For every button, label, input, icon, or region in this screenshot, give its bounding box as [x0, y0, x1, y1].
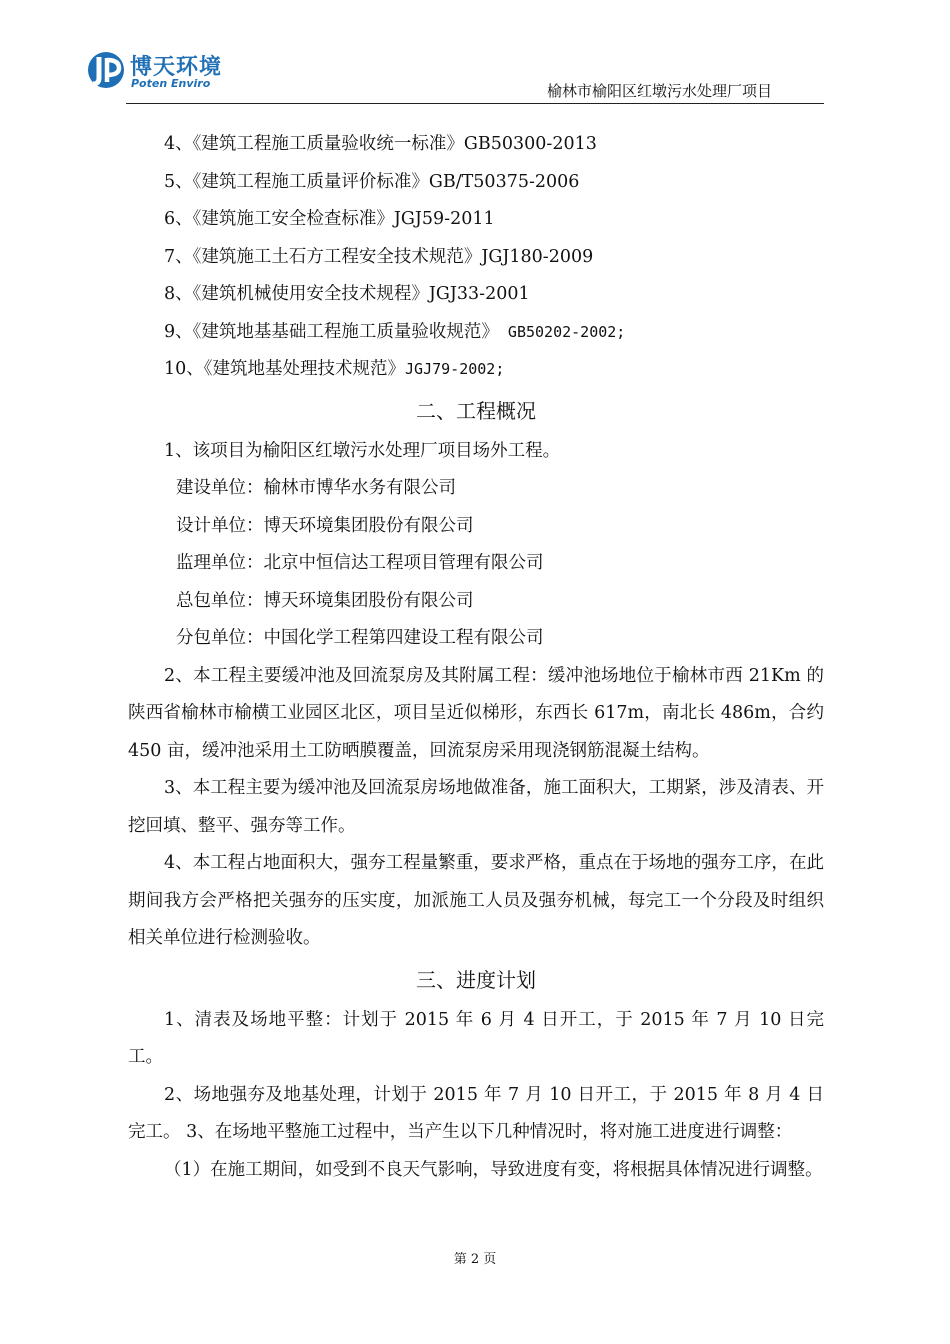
- standard-item: 4、《建筑工程施工质量验收统一标准》GB50300-2013: [164, 134, 597, 154]
- unit-line: 总包单位：博天环境集团股份有限公司: [176, 590, 474, 611]
- standard-item: 6、《建筑施工安全检查标准》JGJ59-2011: [164, 209, 495, 229]
- unit-line: 设计单位：博天环境集团股份有限公司: [176, 515, 474, 536]
- company-logo: [86, 48, 246, 96]
- logo-mark-icon: [86, 48, 126, 92]
- standard-item: 7、《建筑施工土石方工程安全技术规范》JGJ180-2009: [164, 246, 594, 267]
- unit-line: 建设单位：榆林市博华水务有限公司: [176, 478, 456, 498]
- unit-line: 监理单位：北京中恒信达工程项目管理有限公司: [176, 553, 544, 573]
- section-heading: 二、工程概况: [416, 398, 536, 423]
- page-number: 第 2 页: [453, 1252, 497, 1267]
- overview-paragraph: 2、本工程主要缓冲池及回流泵房及其附属工程：缓冲池场地位于榆林市西 21Km 的陕西省榆林市榆横工业园区北区，项目呈近似梯形，东西长 617m，南北长 486m，合约 450 亩，缓冲池采用土工防晒膜覆盖，回流泵房采用现浇钢筋混凝土结构。: [128, 665, 824, 761]
- schedule-paragraph: 1、清表及场地平整：计划于 2015 年 6 月 4 日开工，于 2015 年 7 月 10 日完工。: [128, 1009, 824, 1067]
- page-header: [0, 0, 950, 110]
- document-body: [128, 126, 824, 1189]
- overview-paragraph: 4、本工程占地面积大，强夯工程量繁重，要求严格，重点在于场地的强夯工序，在此期间我方会严格把关强夯的压实度，加派施工人员及强夯机械，每完工一个分段及时组织相关单位进行检测验收。: [128, 853, 824, 948]
- logo-chinese-text: 博天环境: [130, 55, 223, 80]
- standard-item: 5、《建筑工程施工质量评价标准》GB/T50375-2006: [164, 171, 580, 192]
- header-divider: [126, 103, 824, 104]
- standard-item: 10、《建筑地基处理技术规范》JGJ79-2002;: [164, 359, 505, 379]
- standard-item: 9、《建筑地基基础工程施工质量验收规范》 GB50202-2002;: [164, 321, 626, 342]
- standards-list: [128, 126, 824, 389]
- unit-line: 分包单位：中国化学工程第四建设工程有限公司: [176, 628, 544, 648]
- project-title: 榆林市榆阳区红墩污水处理厂项目: [546, 82, 772, 100]
- logo-english-text: Poten Enviro: [131, 77, 211, 90]
- standard-item: 8、《建筑机械使用安全技术规程》JGJ33-2001: [164, 284, 530, 304]
- section-heading: 三、进度计划: [416, 967, 536, 992]
- overview-item: 1、该项目为榆阳区红墩污水处理厂项目场外工程。: [164, 440, 561, 461]
- schedule-paragraph: （1）在施工期间，如受到不良天气影响，导致进度有变，将根据具体情况进行调整。: [164, 1159, 823, 1180]
- schedule-paragraph: 2、场地强夯及地基处理，计划于 2015 年 7 月 10 日开工，于 2015 年 8 月 4 日完工。 3、在场地平整施工过程中，当产生以下几种情况时，将对施工进度进行调整：: [128, 1084, 824, 1142]
- overview-paragraph: 3、本工程主要为缓冲池及回流泵房场地做准备，施工面积大，工期紧，涉及清表、开挖回填、整平、强夯等工作。: [128, 778, 824, 836]
